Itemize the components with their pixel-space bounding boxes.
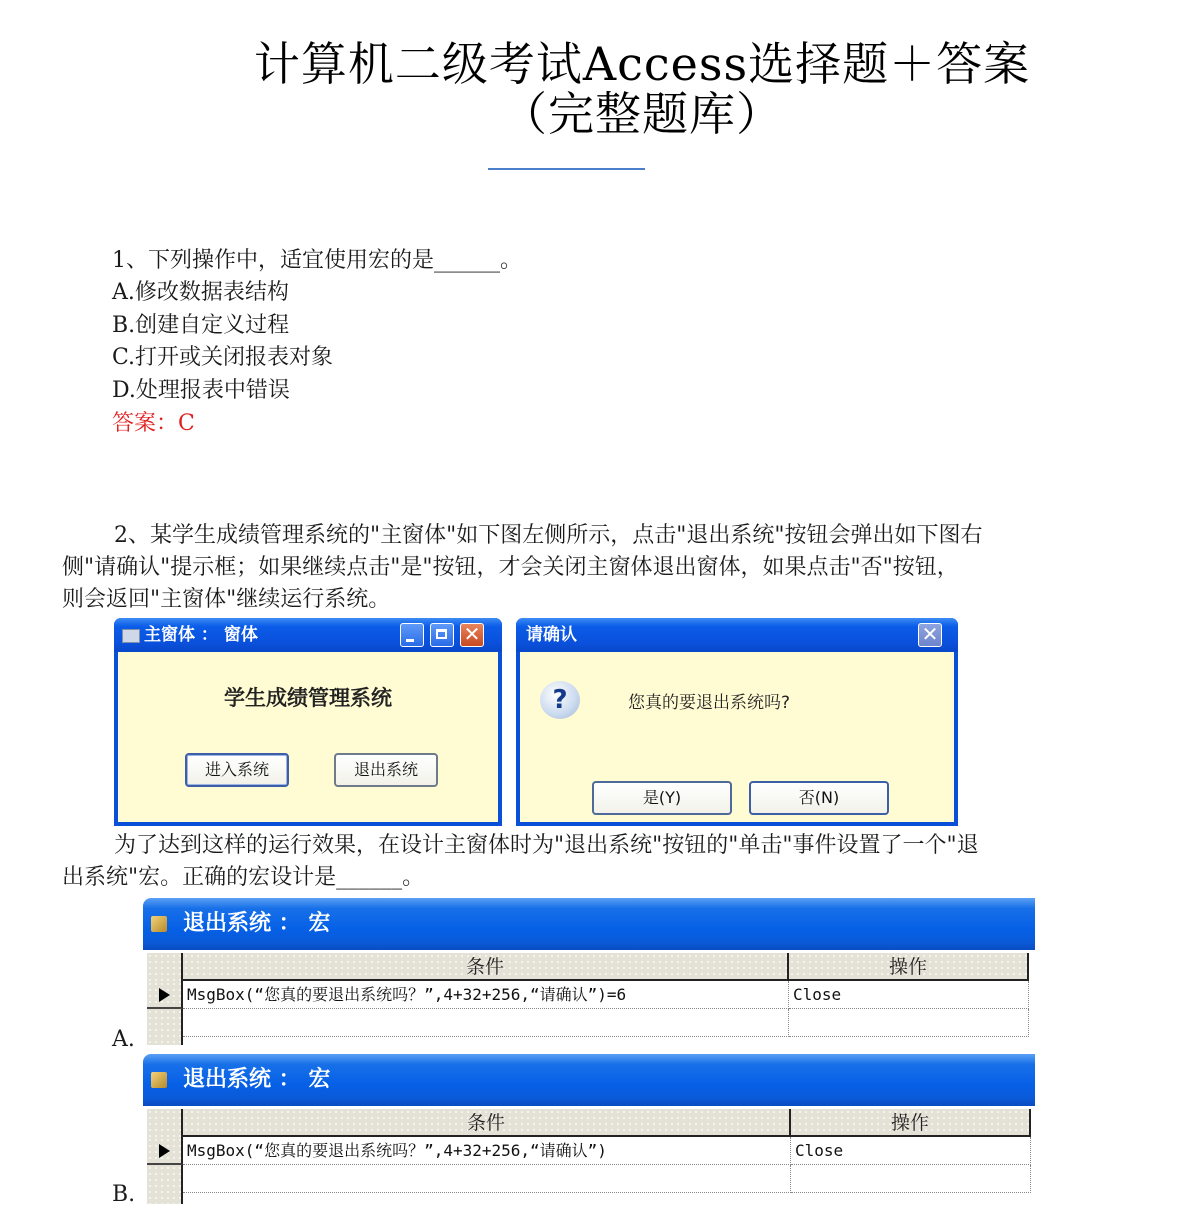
condition-cell[interactable] (183, 1165, 791, 1193)
main-window-titlebar (114, 618, 502, 652)
row-selector-current[interactable] (147, 981, 183, 1009)
question-2-stem-line1: 2、某学生成绩管理系统的"主窗体"如下图左侧所示，点击"退出系统"按钮会弹出如下图右 (114, 523, 983, 548)
row-selector-header (147, 1109, 183, 1137)
main-window-heading: 学生成绩管理系统 (224, 686, 392, 710)
macro-titlebar (143, 898, 1035, 950)
confirm-dialog-title: 请确认 (526, 625, 577, 645)
column-header-condition[interactable]: 条件 (183, 953, 789, 981)
macro-grid (147, 953, 1031, 1045)
option-b-label: B. (112, 1182, 136, 1207)
main-window-client (118, 652, 498, 822)
question-2-followup-line1: 为了达到这样的运行效果，在设计主窗体时为"退出系统"按钮的"单击"事件设置了一个"退 (114, 833, 979, 858)
option-a-label: A. (112, 1027, 135, 1052)
column-header-condition[interactable]: 条件 (183, 1109, 791, 1137)
yes-button[interactable]: 是(Y) (592, 781, 732, 815)
column-header-action[interactable]: 操作 (789, 953, 1029, 981)
confirm-dialog-titlebar (516, 618, 958, 652)
action-cell[interactable] (789, 1009, 1029, 1037)
column-header-action[interactable]: 操作 (791, 1109, 1031, 1137)
macro-title: 退出系统 ： 宏 (183, 1067, 331, 1092)
question-1-option-a: A.修改数据表结构 (112, 280, 289, 305)
enter-system-button[interactable]: 进入系统 (185, 753, 289, 787)
question-2-stem-line2: 侧"请确认"提示框；如果继续点击"是"按钮，才会关闭主窗体退出窗体，如果点击"否"按钮， (62, 555, 959, 580)
question-2-stem-line3: 则会返回"主窗体"继续运行系统。 (62, 587, 391, 612)
figure-main-window (114, 618, 502, 826)
maximize-icon[interactable] (430, 623, 454, 647)
question-1-answer: 答案：C (112, 411, 195, 436)
row-selector-header (147, 953, 183, 981)
minimize-icon[interactable] (400, 623, 424, 647)
question-1-stem: 1、下列操作中，适宜使用宏的是______。 (112, 248, 522, 273)
condition-cell[interactable]: MsgBox(“您真的要退出系统吗？”,4+32+256,“请确认”)=6 (183, 981, 789, 1009)
macro-window-option-b (143, 1054, 1035, 1204)
action-cell[interactable]: Close (789, 981, 1029, 1009)
confirm-dialog-client (520, 652, 954, 822)
document-title-line2: （完整题库） (501, 87, 783, 141)
question-1-option-b: B.创建自定义过程 (112, 313, 290, 338)
question-2-followup-line2: 出系统"宏。正确的宏设计是______。 (62, 865, 425, 890)
macro-icon (151, 1072, 167, 1088)
figure-confirm-dialog (516, 618, 958, 826)
current-row-arrow-icon (159, 988, 170, 1002)
close-icon[interactable]: ✕ (460, 623, 484, 647)
macro-icon (151, 916, 167, 932)
macro-window-option-a (143, 898, 1035, 1045)
current-row-arrow-icon (159, 1144, 170, 1158)
main-window-title: 主窗体 ： 窗体 (144, 625, 258, 645)
exit-system-button[interactable]: 退出系统 (334, 753, 438, 787)
action-cell[interactable]: Close (791, 1137, 1031, 1165)
document-title-line1: 计算机二级考试Access选择题＋答案 (253, 37, 1031, 91)
close-icon[interactable]: ✕ (918, 623, 942, 647)
condition-cell[interactable]: MsgBox(“您真的要退出系统吗？”,4+32+256,“请确认”) (183, 1137, 791, 1165)
question-icon: ? (540, 681, 580, 719)
action-cell[interactable] (791, 1165, 1031, 1193)
row-selector[interactable] (147, 1165, 183, 1204)
form-icon (122, 629, 140, 643)
macro-titlebar (143, 1054, 1035, 1106)
question-1-option-c: C.打开或关闭报表对象 (112, 345, 334, 370)
no-button[interactable]: 否(N) (749, 781, 889, 815)
macro-title: 退出系统 ： 宏 (183, 911, 331, 936)
condition-cell[interactable] (183, 1009, 789, 1037)
question-1-option-d: D.处理报表中错误 (112, 378, 290, 403)
title-divider (488, 168, 645, 170)
row-selector-current[interactable] (147, 1137, 183, 1165)
row-selector[interactable] (147, 1009, 183, 1045)
macro-grid (147, 1109, 1031, 1204)
confirm-dialog-message: 您真的要退出系统吗? (628, 693, 791, 713)
